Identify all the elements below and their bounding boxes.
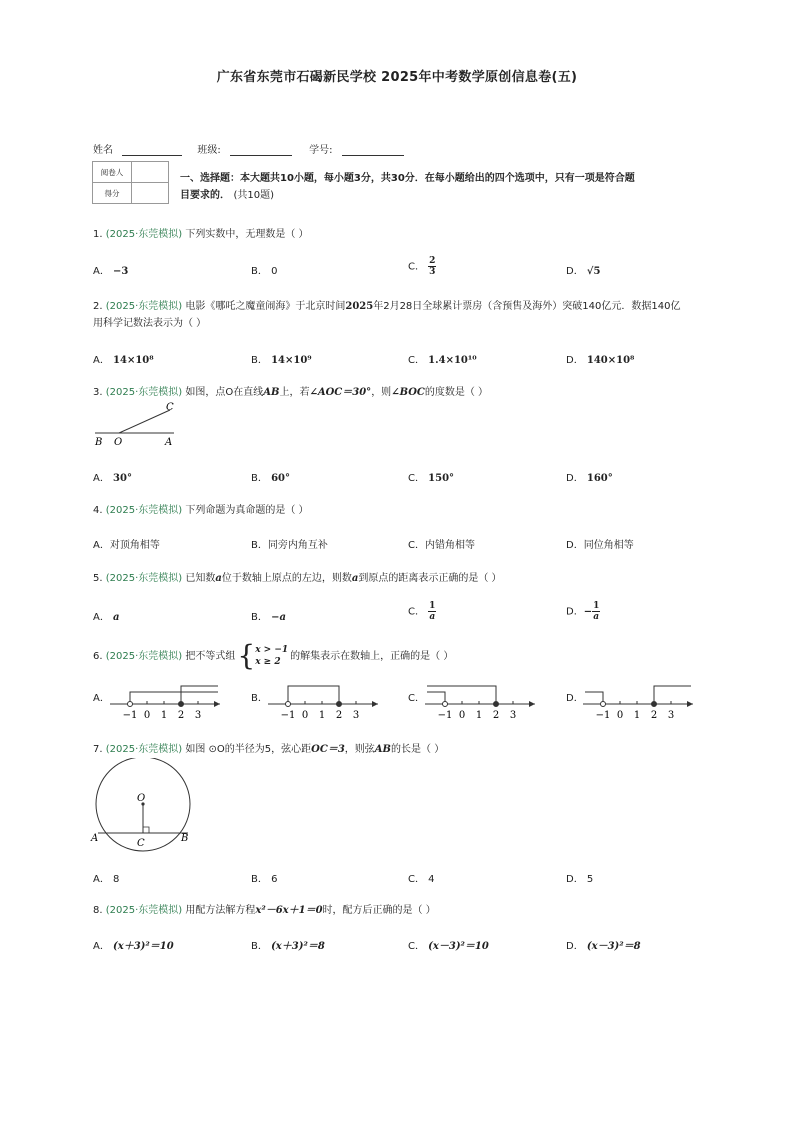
question-text: 下列实数中，无理数是（ ） (185, 229, 309, 240)
q1-option-c[interactable] (408, 256, 436, 277)
option-label: D． (566, 874, 584, 885)
option-label: B． (251, 941, 268, 952)
tick-label: −1 (595, 710, 611, 721)
tick-label: 3 (509, 710, 517, 721)
question-text: 的长是（ ） (391, 744, 445, 755)
question-number: 1. (93, 229, 103, 240)
label-a: A (165, 437, 173, 448)
math-var-a: a (351, 573, 359, 584)
student-info (93, 141, 404, 156)
name-field[interactable] (122, 145, 182, 156)
inequality-rows (255, 644, 288, 668)
question-source: (2025·东莞模拟) (105, 387, 183, 398)
fraction-denominator: a (429, 612, 436, 622)
label-c: C (166, 402, 174, 413)
question-source: (2025·东莞模拟) (105, 229, 183, 240)
question-text: 把不等式组 (185, 651, 236, 662)
math-angle-aoc: ∠AOC＝30° (309, 387, 372, 398)
option-value: 6 (271, 874, 278, 885)
option-label: C． (408, 874, 425, 885)
q2-option-a[interactable] (93, 351, 154, 366)
q2-option-d[interactable] (566, 351, 634, 366)
question-number: 2. (93, 301, 103, 312)
question-number: 6. (93, 651, 103, 662)
option-value: (x－3)²＝8 (586, 941, 641, 952)
question-1 (93, 226, 309, 243)
option-label: D． (566, 941, 584, 952)
question-7 (93, 741, 444, 758)
tick-label: 3 (352, 710, 360, 721)
option-value: 4 (428, 874, 435, 885)
id-label: 学号: (309, 145, 333, 156)
q8-option-c[interactable] (408, 937, 489, 952)
option-label: A． (93, 941, 110, 952)
brace-glyph: { (237, 639, 256, 672)
inequality-1: x > −1 (255, 645, 289, 655)
option-label: D． (566, 540, 584, 551)
tick-label: 1 (160, 710, 168, 721)
q6-option-b-label[interactable]: B． (251, 693, 268, 704)
score-label: 得分 (93, 183, 132, 204)
option-label: C． (408, 355, 425, 366)
question-source: (2025·东莞模拟) (105, 744, 183, 755)
q5-option-a[interactable] (93, 608, 120, 623)
q3-option-d[interactable] (566, 469, 613, 484)
option-value: 140×10⁸ (586, 355, 635, 366)
class-label: 班级: (197, 145, 221, 156)
q7-option-d[interactable] (566, 870, 593, 885)
question-text: 用科学记数法表示为（ ） (93, 318, 207, 329)
tick-label: 0 (458, 710, 466, 721)
option-value: (x＋3)²＝10 (113, 941, 174, 952)
q6-option-c-numberline[interactable] (423, 680, 541, 724)
option-value: 同旁内角互补 (267, 540, 328, 551)
question-source: (2025·东莞模拟) (105, 505, 183, 516)
q4-option-a[interactable] (93, 536, 160, 551)
q4-option-b[interactable] (251, 536, 328, 551)
question-3 (93, 384, 488, 401)
right-angle-mark (143, 827, 149, 833)
circle-figure (88, 758, 200, 852)
tick-label: 1 (633, 710, 641, 721)
option-label: D． (566, 266, 584, 277)
id-field[interactable] (342, 145, 404, 156)
question-number: 5. (93, 573, 103, 584)
question-text: 位于数轴上原点的左边，则数 (221, 573, 352, 584)
exam-title: 广东省东莞市石碣新民学校 2025年中考数学原创信息卷(五) (216, 70, 578, 85)
tick-label: 2 (335, 710, 343, 721)
question-number: 7. (93, 744, 103, 755)
label-o: O (114, 437, 123, 448)
option-value: 1.4×10¹⁰ (428, 355, 477, 366)
question-6 (93, 639, 454, 672)
option-value: 14×10⁸ (113, 355, 154, 366)
option-label: A． (93, 874, 110, 885)
open-point (128, 702, 133, 707)
question-source: (2025·东莞模拟) (105, 651, 183, 662)
q2-option-b[interactable] (251, 351, 312, 366)
option-label: B． (251, 473, 268, 484)
q6-option-d-label[interactable]: D． (566, 693, 584, 704)
label-o: O (137, 793, 146, 804)
angle-figure (92, 400, 182, 450)
option-label: D． (566, 606, 584, 618)
question-4 (93, 502, 309, 519)
question-text: 的度数是（ ） (424, 387, 489, 398)
q4-option-c[interactable] (408, 536, 475, 551)
option-label: C． (408, 606, 425, 618)
option-label: C． (408, 540, 425, 551)
solution-ray (130, 692, 218, 704)
option-fraction (592, 601, 600, 622)
class-field[interactable] (230, 145, 292, 156)
option-value: 同位角相等 (583, 540, 634, 551)
q3-option-a[interactable] (93, 469, 132, 484)
inequality-2: x ≥ 2 (255, 657, 281, 667)
option-label: B． (251, 540, 268, 551)
q7-option-b[interactable] (251, 870, 277, 885)
tick-label: 2 (177, 710, 185, 721)
axis-arrow (687, 701, 693, 707)
option-label: D． (566, 355, 584, 366)
question-text: 的解集表示在数轴上，正确的是（ ） (290, 651, 454, 662)
fraction-denominator: a (593, 612, 600, 622)
closed-point (337, 702, 342, 707)
q5-option-b[interactable] (251, 608, 286, 623)
tick-label: 0 (616, 710, 624, 721)
label-c: C (137, 838, 145, 849)
q1-option-b[interactable] (251, 262, 277, 277)
option-label: C． (408, 941, 425, 952)
q6-option-a-numberline[interactable] (108, 680, 226, 724)
math-line-ab: AB (263, 387, 280, 398)
tick-label: 1 (318, 710, 326, 721)
open-point (443, 702, 448, 707)
q5-option-d[interactable] (566, 601, 600, 622)
fraction-numerator: 1 (429, 601, 436, 611)
solution-ray (427, 692, 445, 704)
question-number: 8. (93, 905, 103, 916)
question-text: 到原点的距离表示正确的是（ ） (358, 573, 502, 584)
solution-ray (181, 686, 218, 704)
score-table (92, 161, 169, 204)
question-text: 用配方法解方程 (185, 905, 256, 916)
q3-option-c[interactable] (408, 469, 454, 484)
tick-label: 0 (301, 710, 309, 721)
math-chord-ab: AB (374, 744, 392, 755)
solution-segment (288, 686, 339, 704)
q4-option-d[interactable] (566, 536, 634, 551)
score-cell[interactable] (132, 183, 169, 204)
option-label: B． (251, 612, 268, 623)
tick-label: 3 (194, 710, 202, 721)
option-label: D． (566, 473, 584, 484)
axis-arrow (214, 701, 220, 707)
section-heading (180, 170, 640, 204)
q8-option-a[interactable] (93, 937, 174, 952)
option-label: B． (251, 874, 268, 885)
question-source: (2025·东莞模拟) (105, 905, 183, 916)
section-count: (共10题) (233, 190, 275, 201)
option-fraction (428, 256, 436, 277)
open-point (286, 702, 291, 707)
option-value: 0 (271, 266, 278, 277)
q1-option-a[interactable] (93, 262, 128, 277)
question-text: 电影《哪吒之魔童闹海》于北京时间 (185, 301, 346, 312)
label-b: B (181, 833, 189, 844)
option-value: 内错角相等 (424, 540, 475, 551)
section-heading-text: 一、选择题：本大题共10小题，每小题3分，共30分．在每小题给出的四个选项中，只有一项是符合题目要求的． (180, 173, 635, 201)
option-value: 60° (271, 473, 290, 484)
option-value: 5 (586, 874, 594, 885)
closed-point (652, 702, 657, 707)
inequality-system (237, 639, 289, 672)
tick-label: 0 (143, 710, 151, 721)
question-5 (93, 570, 502, 587)
option-value: 30° (113, 473, 132, 484)
option-label: C． (408, 473, 425, 484)
option-label: A． (93, 266, 110, 277)
tick-label: −1 (122, 710, 138, 721)
q2-option-c[interactable] (408, 351, 477, 366)
label-b: B (95, 437, 103, 448)
axis-arrow (529, 701, 535, 707)
q8-option-b[interactable] (251, 937, 325, 952)
option-value: 14×10⁹ (271, 355, 312, 366)
fraction-numerator: 1 (593, 601, 600, 611)
q1-option-d[interactable] (566, 262, 600, 277)
option-value: a (113, 612, 120, 623)
option-value: −3 (113, 266, 129, 277)
option-value: (x－3)²＝10 (428, 941, 489, 952)
tick-label: 3 (667, 710, 675, 721)
question-text: 年2月28日全球累计票房（含预售及海外）突破140亿元．数据140亿 (373, 301, 681, 312)
math-oc: OC＝3 (311, 744, 345, 755)
question-source: (2025·东莞模拟) (105, 301, 183, 312)
tick-label: −1 (437, 710, 453, 721)
question-2 (93, 298, 693, 332)
question-year: 2025 (345, 301, 374, 312)
math-var-a: a (215, 573, 222, 584)
option-sign: − (583, 606, 593, 618)
grader-cell[interactable] (132, 162, 169, 183)
option-label: B． (251, 355, 268, 366)
option-value: √5 (586, 266, 601, 277)
fraction-denominator: 3 (429, 267, 436, 277)
question-number: 3. (93, 387, 103, 398)
question-text: 时，配方后正确的是（ ） (322, 905, 436, 916)
q7-option-c[interactable] (408, 870, 435, 885)
name-label: 姓名 (93, 145, 113, 156)
option-label: A． (93, 355, 110, 366)
label-a: A (91, 833, 99, 844)
q6-option-b-numberline[interactable] (266, 680, 384, 724)
option-label: A． (93, 612, 110, 623)
ray-oc (119, 410, 170, 433)
option-label: A． (93, 473, 110, 484)
grader-label: 阅卷人 (93, 162, 132, 183)
tick-label: 2 (650, 710, 658, 721)
solution-ray (654, 686, 691, 704)
question-text: 上，若 (279, 387, 310, 398)
q7-option-a[interactable] (93, 870, 119, 885)
tick-label: 1 (475, 710, 483, 721)
option-value: 8 (113, 874, 120, 885)
solution-ray (585, 692, 603, 704)
question-number: 4. (93, 505, 103, 516)
option-label: C． (408, 261, 425, 273)
question-text: ，则弦 (344, 744, 375, 755)
question-text: ，则 (371, 387, 392, 398)
q6-option-c-label[interactable]: C． (408, 693, 425, 704)
question-text: 下列命题为真命题的是（ ） (185, 505, 309, 516)
closed-point (179, 702, 184, 707)
q5-option-c[interactable] (408, 601, 436, 622)
tick-label: −1 (280, 710, 296, 721)
option-value: 对顶角相等 (109, 540, 160, 551)
axis-arrow (372, 701, 378, 707)
open-point (601, 702, 606, 707)
question-8 (93, 902, 436, 919)
option-label: B． (251, 266, 268, 277)
question-source: (2025·东莞模拟) (105, 573, 183, 584)
option-label: A． (93, 540, 110, 551)
q3-option-b[interactable] (251, 469, 290, 484)
tick-label: 2 (492, 710, 500, 721)
question-text: 如图 ⊙O的半径为5，弦心距 (185, 744, 312, 755)
q8-option-d[interactable] (566, 937, 641, 952)
question-text: 如图，点O在直线 (185, 387, 264, 398)
math-angle-boc: ∠BOC (391, 387, 425, 398)
option-fraction (428, 601, 436, 622)
option-value: (x＋3)²＝8 (271, 941, 325, 952)
option-value: 160° (586, 473, 613, 484)
option-value: −a (271, 612, 286, 623)
fraction-numerator: 2 (429, 256, 436, 266)
q6-option-d-numberline[interactable] (581, 680, 699, 724)
math-equation: x²－6x＋1＝0 (255, 905, 323, 916)
question-text: 已知数 (185, 573, 216, 584)
q6-option-a-label[interactable]: A． (93, 693, 110, 704)
closed-point (494, 702, 499, 707)
option-value: 150° (428, 473, 455, 484)
